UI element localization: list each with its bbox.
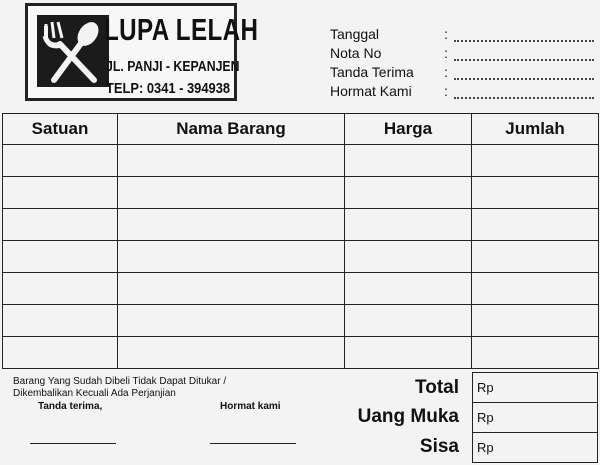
- satuan-cell[interactable]: [3, 177, 118, 209]
- info-fields: [330, 24, 594, 100]
- shop-phone: TELP: 0341 - 394938: [106, 80, 231, 97]
- table-row: [3, 241, 599, 273]
- satuan-cell[interactable]: [3, 241, 118, 273]
- signer-label: Hormat kami: [220, 401, 281, 412]
- total-label: Total: [415, 377, 459, 398]
- satuan-cell[interactable]: [3, 305, 118, 337]
- info-separator: :: [444, 25, 448, 42]
- table-row: [3, 273, 599, 305]
- harga-cell[interactable]: [345, 241, 472, 273]
- satuan-cell[interactable]: [3, 209, 118, 241]
- harga-cell[interactable]: [345, 305, 472, 337]
- header-jumlah: Jumlah: [472, 114, 599, 145]
- info-dotted-line[interactable]: [454, 30, 594, 42]
- info-separator: :: [444, 44, 448, 61]
- info-separator: :: [444, 82, 448, 99]
- receiver-signature-line[interactable]: [30, 443, 116, 444]
- return-policy-note: Barang Yang Sudah Dibeli Tidak Dapat Ditukar / Dikembalikan Kecuali Ada Perjanjian: [13, 376, 227, 399]
- table-header-row: [3, 114, 599, 145]
- nama-barang-cell[interactable]: [118, 145, 345, 177]
- jumlah-cell[interactable]: [472, 241, 599, 273]
- header-satuan: Satuan: [3, 114, 118, 145]
- shop-name: LUPA LELAH: [104, 12, 259, 47]
- info-row-tanggal: [330, 24, 594, 43]
- sisa-label: Sisa: [419, 436, 459, 457]
- jumlah-cell[interactable]: [472, 305, 599, 337]
- info-label: Hormat Kami: [330, 82, 412, 99]
- info-row-tanda-terima: [330, 62, 594, 81]
- table-row: [3, 145, 599, 177]
- info-label: Tanggal: [330, 25, 380, 42]
- table-row: [3, 337, 599, 369]
- items-table: [2, 113, 599, 369]
- signer-signature-line[interactable]: [210, 443, 296, 444]
- info-dotted-line[interactable]: [454, 87, 594, 99]
- uang-muka-value-field[interactable]: Rp: [473, 403, 598, 433]
- uang-muka-label: Uang Muka: [357, 406, 459, 427]
- info-separator: :: [444, 63, 448, 80]
- nama-barang-cell[interactable]: [118, 305, 345, 337]
- table-row: [3, 305, 599, 337]
- info-dotted-line[interactable]: [454, 49, 594, 61]
- fork-spoon-icon: [36, 14, 110, 88]
- harga-cell[interactable]: [345, 145, 472, 177]
- satuan-cell[interactable]: [3, 145, 118, 177]
- sisa-value-field[interactable]: Rp: [473, 433, 598, 463]
- nama-barang-cell[interactable]: [118, 177, 345, 209]
- shop-address: JL. PANJI - KEPANJEN: [106, 58, 240, 75]
- nama-barang-cell[interactable]: [118, 209, 345, 241]
- info-label: Tanda Terima: [330, 63, 414, 80]
- jumlah-cell[interactable]: [472, 177, 599, 209]
- table-row: [3, 177, 599, 209]
- harga-cell[interactable]: [345, 177, 472, 209]
- nama-barang-cell[interactable]: [118, 273, 345, 305]
- header-nama-barang: Nama Barang: [118, 114, 345, 145]
- table-row: [3, 209, 599, 241]
- info-dotted-line[interactable]: [454, 68, 594, 80]
- nama-barang-cell[interactable]: [118, 241, 345, 273]
- total-value-field[interactable]: Rp: [473, 373, 598, 403]
- receiver-label: Tanda terima,: [38, 401, 103, 412]
- harga-cell[interactable]: [345, 209, 472, 241]
- harga-cell[interactable]: [345, 337, 472, 369]
- satuan-cell[interactable]: [3, 273, 118, 305]
- info-row-hormat-kami: [330, 81, 594, 100]
- totals-table: [472, 372, 598, 463]
- jumlah-cell[interactable]: [472, 337, 599, 369]
- jumlah-cell[interactable]: [472, 145, 599, 177]
- nama-barang-cell[interactable]: [118, 337, 345, 369]
- shop-logo-box: [25, 3, 259, 101]
- jumlah-cell[interactable]: [472, 273, 599, 305]
- info-row-nota-no: [330, 43, 594, 62]
- satuan-cell[interactable]: [3, 337, 118, 369]
- harga-cell[interactable]: [345, 273, 472, 305]
- jumlah-cell[interactable]: [472, 209, 599, 241]
- info-label: Nota No: [330, 44, 382, 61]
- header-harga: Harga: [345, 114, 472, 145]
